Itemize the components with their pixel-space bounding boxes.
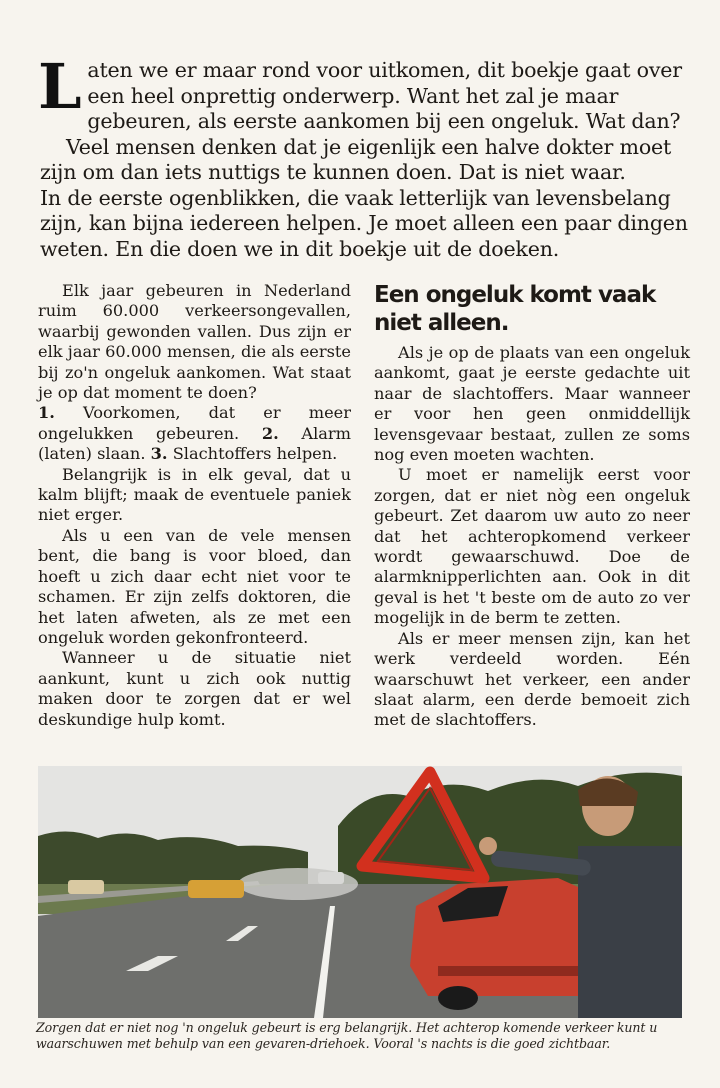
intro-paragraph-2: Veel mensen denken dat je eigenlijk een halve dokter moet zijn om dan iets nuttigs te kunnen doen. Dat is niet waar.	[40, 134, 672, 184]
intro-paragraph-3: In de eerste ogenblikken, die vaak letterlijk van levensbelang zijn, kan bijna iedereen helpen. Je moet alleen een paar dingen weten. En die doen we in dit boekje uit de doeken.	[40, 185, 688, 261]
accident-photo	[38, 766, 682, 1018]
list-item-1: Voorkomen, dat er meer ongelukken gebeuren.	[38, 403, 351, 443]
list-item-3: Slachtoffers helpen.	[172, 444, 338, 464]
left-paragraph-1: Elk jaar gebeuren in Nederland ruim 60.000 verkeersongevallen, waarbij gewonden vallen. Dus zijn er elk jaar 60.000 mensen, die als eerste bij zo'n ongeluk aankomen. Wat staat je op dat moment te doen?	[38, 281, 351, 403]
drop-cap: L	[38, 50, 82, 123]
list-number-3: 3.	[150, 444, 168, 464]
photo-illustration	[38, 766, 682, 1018]
section-heading: Een ongeluk komt vaak niet alleen.	[374, 282, 656, 336]
right-paragraph-1: Als je op de plaats van een ongeluk aankomt, gaat je eerste gedachte uit naar de slachtoffers. Maar wanneer er voor hen geen onmiddellijk levensgevaar bestaat, zullen ze soms nog even moeten wachten.	[374, 343, 690, 465]
right-paragraph-3: Als er meer mensen zijn, kan het werk verdeeld worden. Eén waarschuwt het verkeer, een ander slaat alarm, een derde bemoeit zich met de slachtoffers.	[374, 628, 690, 730]
list-number-1: 1.	[38, 403, 55, 423]
numbered-list	[38, 403, 351, 464]
right-column	[374, 281, 690, 731]
intro-paragraph-1: Laten we er maar rond voor uitkomen, dit boekje gaat over een heel onprettig onderwerp. Want het zal je maar gebeuren, als eerste aankomen bij een ongeluk. Wat dan?	[38, 50, 682, 133]
left-paragraph-3: Als u een van de vele mensen bent, die bang is voor bloed, dan hoeft u zich daar echt niet voor te schamen. Er zijn zelfs doktoren, die het laten afweten, als ze met een ongeluk worden gekonfronteerd.	[38, 525, 351, 647]
list-number-2: 2.	[261, 423, 279, 443]
left-paragraph-4: Wanneer u de situatie niet aankunt, kunt u zich ook nuttig maken door te zorgen dat er wel deskundige hulp komt.	[38, 648, 351, 729]
left-paragraph-2: Belangrijk is in elk geval, dat u kalm blijft; maak de eventuele paniek niet erger.	[38, 464, 351, 525]
intro-text	[38, 50, 690, 262]
right-paragraph-2: U moet er namelijk eerst voor zorgen, dat er niet nòg een ongeluk gebeurt. Zet daarom uw auto zo neer dat het achteropkomend verkeer wordt gewaarschuwd. Doe de alarmknipperlichten aan. Ook in dit geval is het 't beste om de auto zo ver mogelijk in de berm te zetten.	[374, 465, 690, 628]
left-column	[38, 281, 351, 730]
photo-caption: Zorgen dat er niet nog 'n ongeluk gebeurt is erg belangrijk. Het achterop komende verkeer kunt u waarschuwen met behulp van een gevaren-driehoek. Vooral 's nachts is die goed zichtbaar.	[36, 1020, 658, 1051]
list-item-2: Alarm (laten) slaan.	[38, 423, 351, 464]
